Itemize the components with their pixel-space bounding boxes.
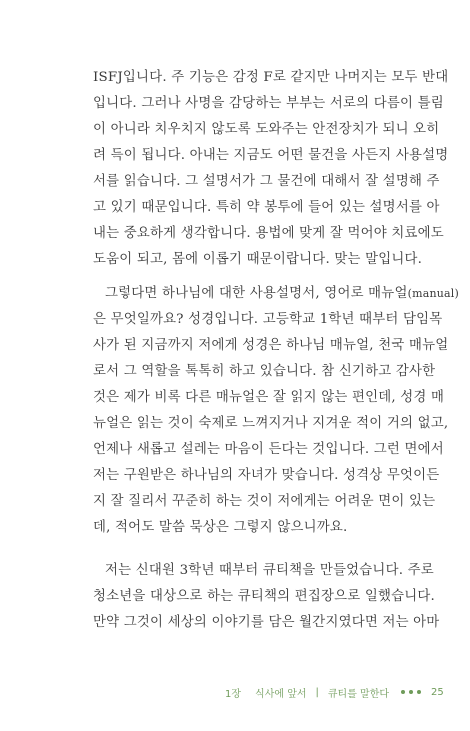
dot-icon: [401, 690, 405, 694]
text-line: ISFJ입니다. 주 기능은 감정 F로 같지만 나머지는 모두 반대: [93, 70, 449, 85]
text-line: 데, 적어도 말씀 묵상은 그렇지 않으니까요.: [93, 520, 348, 535]
paragraph-1: [93, 65, 449, 273]
text-line: 고 있기 때문입니다. 특히 약 봉투에 들어 있는 설명서를 아: [93, 200, 440, 215]
text-line: 뉴얼은 읽는 것이 숙제로 느껴지거나 지겨운 적이 거의 없고,: [93, 416, 449, 431]
text-line: 청소년을 대상으로 하는 큐티책의 편집장으로 일했습니다.: [93, 589, 435, 604]
paragraph-2: [93, 281, 460, 541]
page-number: 25: [431, 686, 444, 698]
text-line: 입니다. 그러나 사명을 감당하는 부부는 서로의 다름이 틀림: [93, 96, 444, 111]
text-line: 지 잘 질리서 꾸준히 하는 것이 저에게는 어려운 면이 있는: [93, 494, 436, 509]
text-line: 언제나 새롭고 설레는 마음이 든다는 것입니다. 그런 면에서: [93, 442, 444, 457]
text-line: 도움이 되고, 몸에 이롭기 때문이랍니다. 맞는 말입니다.: [93, 252, 423, 267]
text-line: 려 득이 됩니다. 아내는 지금도 어떤 물건을 사든지 사용설명: [93, 148, 449, 163]
page-footer: [225, 684, 444, 700]
text-line: 사가 된 지금까지 저에게 성경은 하나님 매뉴얼, 천국 매뉴얼: [93, 338, 449, 353]
text-line: 로서 그 역할을 톡톡히 하고 있습니다. 참 신기하고 감사한: [93, 364, 436, 379]
text-line: 만약 그것이 세상의 이야기를 담은 월간지였다면 저는 아마: [93, 615, 440, 630]
dots-ornament-icon: [401, 690, 421, 694]
text-line: 내는 중요하게 생각합니다. 용법에 맞게 잘 먹어야 치료에도: [93, 226, 444, 241]
text-line: [93, 281, 460, 307]
manual-note: (manual): [407, 287, 460, 300]
footer-separator: |: [315, 686, 319, 698]
footer-subtitle: 큐티를 말한다: [327, 688, 390, 700]
text-line-main: 그렇다면 하나님에 대한 사용설명서, 영어로 매뉴얼: [105, 286, 408, 301]
text-line: 것은 제가 비록 다른 매뉴얼은 잘 읽지 않는 편인데, 성경 매: [93, 390, 445, 405]
paragraph-3: [93, 558, 440, 636]
dot-icon: [409, 690, 413, 694]
chapter-title: 식사에 앞서: [255, 688, 307, 700]
text-line: 이 아니라 치우치지 않도록 도와주는 안전장치가 되니 오히: [93, 122, 440, 137]
text-line: 저는 신대원 3학년 때부터 큐티책을 만들었습니다. 주로: [105, 563, 434, 578]
chapter-label: 1장: [225, 688, 242, 700]
text-line: 은 무엇일까요? 성경입니다. 고등학교 1학년 때부터 담임목: [93, 312, 443, 327]
dot-icon: [417, 690, 421, 694]
text-line: 서를 읽습니다. 그 설명서가 그 물건에 대해서 잘 설명해 주: [93, 174, 440, 189]
text-line: 저는 구원받은 하나님의 자녀가 맞습니다. 성격상 무엇이든: [93, 468, 440, 483]
